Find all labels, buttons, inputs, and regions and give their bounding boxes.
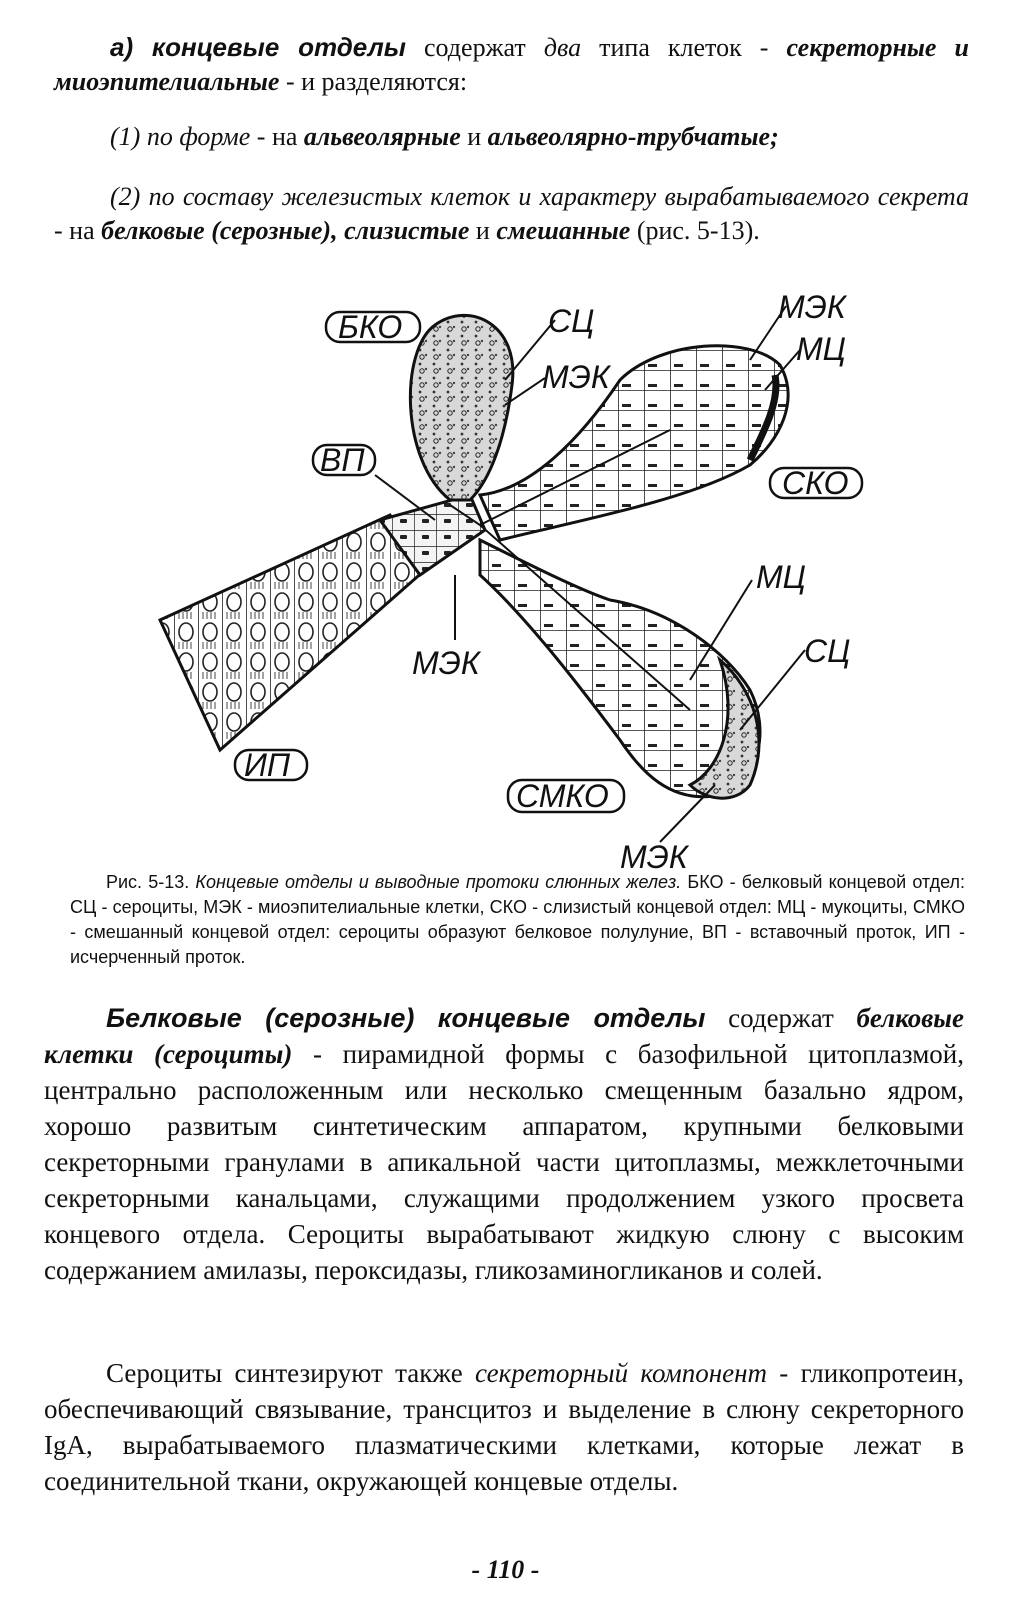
text: содержат [705,1003,857,1033]
label-mek-top-center: МЭК [542,359,610,395]
figure-salivary-gland-endpieces [150,290,870,880]
paragraph-secretory-component [44,1355,964,1499]
caption-title: Концевые отделы и выводные протоки слюнных желез. [195,872,682,892]
label-sko: СКО [782,465,849,501]
text: содержат [405,33,544,62]
text-italic: (1) по форме [110,122,251,151]
caption-prefix: Рис. 5-13. [106,872,196,892]
label-sc-top: СЦ [548,303,595,339]
text: - и разделяются: [279,67,468,96]
label-mc-mid: МЦ [756,559,806,595]
label-smko: СМКО [516,778,609,814]
text: и [469,216,497,245]
paragraph-by-composition [54,180,969,248]
text: - гликопротеин, обеспечивающий связывание, трансцитоз и выделение в слюну секреторного IgA, вырабатываемого плазматическими клетками, которые лежат в соединительной ткани, окружающей концевые отделы. [44,1358,965,1496]
label-bko: БКО [338,309,403,345]
text: - на [54,216,102,245]
text: и [460,122,488,151]
text: типа клеток - [581,33,787,62]
label-sc-right: СЦ [804,633,851,669]
term-alveolar: альвеолярные [303,122,461,151]
text: - пирамидной формы с базофильной цитоплазмой, центрально расположенным или несколько смещенным базально ядром, хорошо развитым синтетическим аппаратом, крупными белковыми секреторными гранулами в апикальной части цитоплазмы, межклеточными секреторными канальцами, служащими продолжением узкого просвета концевого отдела. Сероциты вырабатывают жидкую слюну с высоким содержанием амилазы, пероксидазы, гликозаминогликанов и солей. [44,1039,964,1285]
paragraph-endpieces-intro [54,30,969,99]
text: - на [250,122,304,151]
paragraph-serous-endpieces [44,1000,964,1288]
term-mixed: смешанные [496,216,631,245]
text-italic: два [543,33,582,62]
term-cell-types: секреторные и миоэпителиальные [54,33,969,96]
text: Сероциты синтезируют также [106,1358,476,1388]
label-ip: ИП [244,747,291,783]
text: (рис. 5-13). [630,216,760,245]
term-serocytes: белковые клетки (сероциты) [44,1003,965,1069]
term-serous-endpieces: Белковые (серозные) концевые отделы [106,1003,706,1033]
page-number: - 110 - [471,1555,540,1584]
term-endpieces: а) концевые отделы [110,32,406,62]
text-italic: (2) по составу железистых клеток и характеру вырабатываемого секрета [110,182,969,211]
figure-drawing [150,290,870,880]
caption-body: БКО - белковый концевой отдел: СЦ - сероциты, МЭК - миоэпителиальные клетки, СКО - слизистый концевой отдел: МЦ - мукоциты, СМКО - смешанный концевой отдел: сероциты образуют белковое полулуние, ВП - вставочный проток, ИП - исчерченный проток. [70,872,966,967]
term-tubuloalveolar: альвеолярно-трубчатые; [487,122,779,151]
figure-caption [70,870,965,970]
label-mek-bottom: МЭК [620,839,688,875]
label-vp: ВП [320,442,365,478]
label-mek-center: МЭК [412,645,480,681]
paragraph-by-shape [110,120,970,154]
term-serous-mucous: белковые (серозные), слизистые [101,216,470,245]
label-mek-top-right: МЭК [778,290,846,325]
label-mc-top: МЦ [796,331,846,367]
term-secretory-component: секреторный компонент [475,1358,767,1388]
